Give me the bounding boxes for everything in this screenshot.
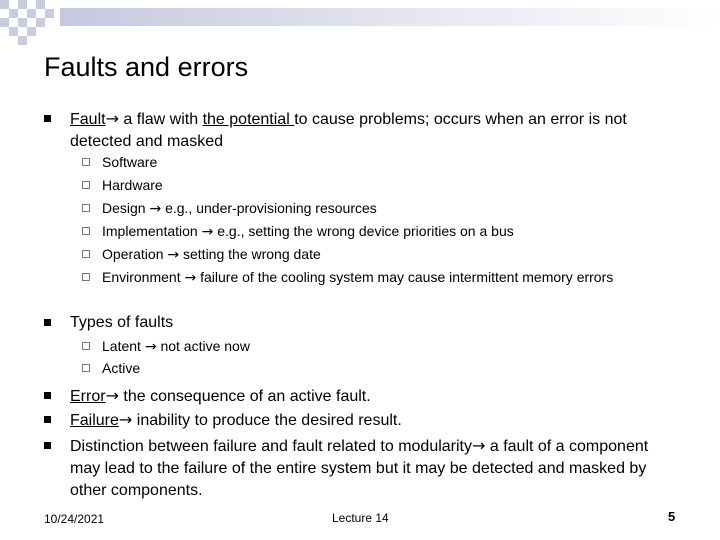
sub-item-design (102, 199, 662, 219)
sub-item-label: Hardware (102, 177, 163, 193)
arrow-icon: → (201, 224, 214, 240)
bullet-failure (70, 409, 690, 432)
sub-item-software (102, 153, 662, 172)
arrow-icon: → (149, 201, 162, 217)
hollow-square-bullet-icon (82, 204, 90, 212)
arrow-icon: → (167, 247, 180, 263)
fault-term: Fault (70, 111, 106, 128)
sub-item-label: Environment (102, 269, 185, 285)
error-term: Error (70, 388, 106, 405)
page-number: 5 (668, 509, 676, 524)
sub-item-detail: failure of the cooling system may cause intermittent memory errors (196, 269, 614, 285)
arrow-icon: → (118, 410, 133, 429)
hollow-square-bullet-icon (82, 250, 90, 258)
hollow-square-bullet-icon (82, 364, 90, 372)
slide-title: Faults and errors (44, 52, 249, 82)
sub-item-operation (102, 245, 662, 265)
square-bullet-icon (44, 319, 51, 326)
arrow-icon: → (472, 436, 486, 455)
sub-item-active (102, 359, 662, 378)
sub-item-label: Operation (102, 246, 168, 262)
hollow-square-bullet-icon (82, 227, 90, 235)
sub-item-label: Implementation (102, 223, 202, 239)
error-text: the consequence of an active fault. (118, 388, 371, 405)
square-bullet-icon (44, 392, 51, 399)
sub-item-label: Active (102, 360, 141, 376)
arrow-icon: → (144, 339, 157, 355)
types-heading: Types of faults (70, 314, 174, 331)
bullet-error (70, 385, 690, 408)
square-bullet-icon (44, 416, 51, 423)
sub-item-detail: not active now (156, 338, 250, 354)
hollow-square-bullet-icon (82, 273, 90, 281)
arrow-icon: → (105, 109, 119, 128)
sub-item-label: Software (102, 154, 158, 170)
arrow-icon: → (105, 386, 119, 405)
sub-item-label: Latent (102, 338, 145, 354)
fault-text-post: to cause problems; occurs when an error is not detected and masked (70, 111, 627, 150)
distinction-text-pre: Distinction between failure and fault related to modularity (70, 438, 472, 455)
header-decoration (0, 0, 720, 45)
fault-text-underlined: the potential (202, 111, 295, 128)
hollow-square-bullet-icon (82, 342, 90, 350)
hollow-square-bullet-icon (82, 158, 90, 166)
bullet-distinction (70, 435, 660, 502)
footer-center: Lecture 14 (332, 511, 389, 525)
square-bullet-icon (44, 115, 51, 122)
failure-text: inability to produce the desired result. (132, 412, 402, 429)
sub-item-hardware (102, 176, 662, 195)
sub-item-label: Design (102, 200, 150, 216)
footer-date: 10/24/2021 (44, 512, 105, 526)
sub-item-detail: e.g., setting the wrong device priorities on a bus (213, 223, 514, 239)
bullet-types-of-faults (70, 312, 690, 334)
distinction-text-post: a fault of a component may lead to the failure of the entire system but it may be detected and masked by other components. (70, 438, 649, 499)
fault-text-pre: a flaw with (118, 111, 203, 128)
hollow-square-bullet-icon (82, 181, 90, 189)
arrow-icon: → (184, 270, 197, 286)
sub-item-implementation (102, 222, 662, 242)
failure-term: Failure (70, 412, 119, 429)
sub-item-environment (102, 268, 632, 288)
square-bullet-icon (44, 442, 51, 449)
sub-item-detail: e.g., under-provisioning resources (161, 200, 377, 216)
sub-item-detail: setting the wrong date (179, 246, 321, 262)
sub-item-latent (102, 337, 662, 357)
bullet-fault (70, 108, 690, 153)
